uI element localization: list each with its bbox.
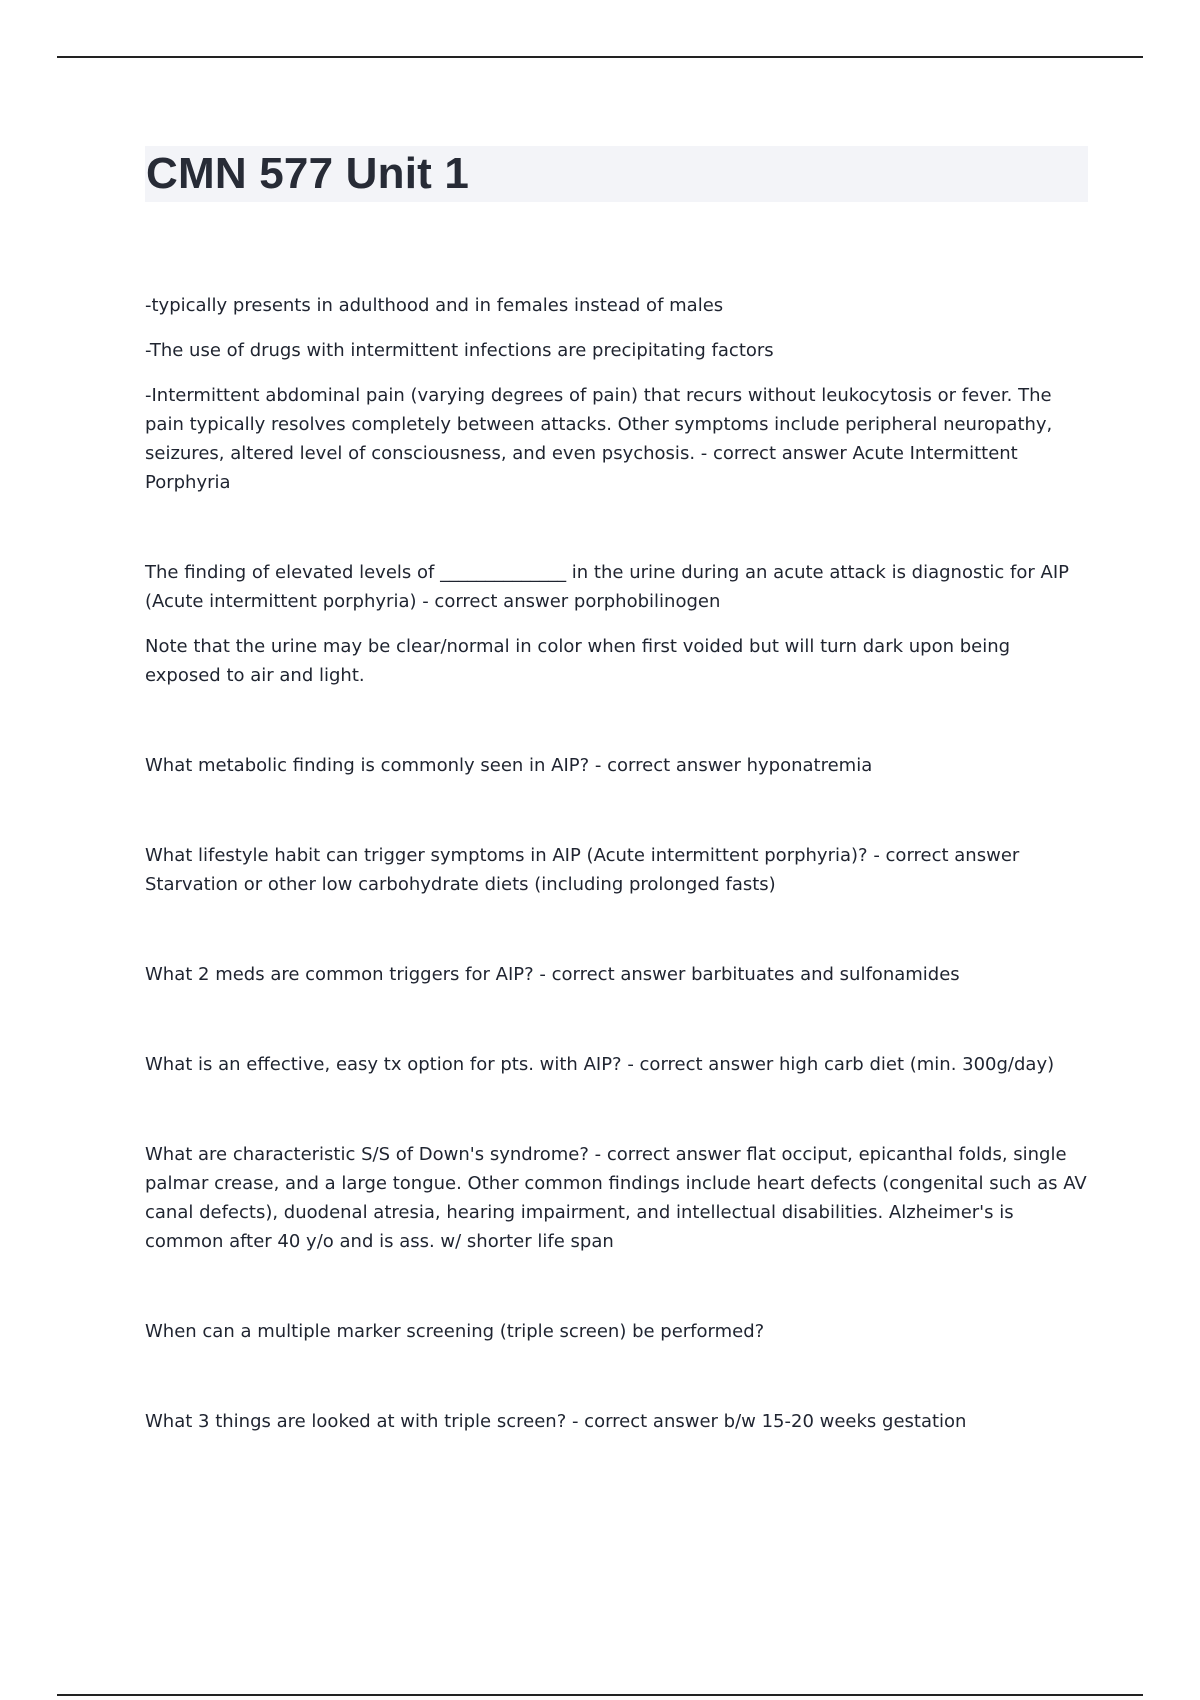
paragraph-lifestyle-trigger: What lifestyle habit can trigger symptoms in AIP (Acute intermittent porphyria)? - correct answer Starvation or other low carbohydrate diets (including prolonged fasts) xyxy=(145,845,1020,895)
paragraph-aip-factors: -The use of drugs with intermittent infections are precipitating factors xyxy=(145,340,774,361)
paragraph-downs-syndrome: What are characteristic S/S of Down's syndrome? - correct answer flat occiput, epicanthal folds, single palmar crease, and a large tongue. Other common findings include heart defects (congenital such as AV canal defects), duodenal atresia, hearing impairment, and intellectual disabilities. Alzheimer's is common after 40 y/o and is ass. w/ shorter life span xyxy=(145,1144,1087,1252)
paragraph-urine-note: Note that the urine may be clear/normal in color when first voided but will turn dark upon being exposed to air and light. xyxy=(145,636,1011,686)
bottom-rule xyxy=(57,1694,1143,1696)
paragraph-aip-diagnostic: The finding of elevated levels of ______________ in the urine during an acute attack is diagnostic for AIP (Acute intermittent porphyria) - correct answer porphobilinogen xyxy=(145,562,1069,612)
paragraph-triple-screen-timing: When can a multiple marker screening (triple screen) be performed? xyxy=(145,1321,765,1342)
paragraph-triple-screen-items: What 3 things are looked at with triple screen? - correct answer b/w 15-20 weeks gestation xyxy=(145,1411,967,1432)
page-title: CMN 577 Unit 1 xyxy=(146,149,470,198)
paragraph-aip-symptoms: -Intermittent abdominal pain (varying degrees of pain) that recurs without leukocytosis or fever. The pain typically resolves completely between attacks. Other symptoms include peripheral neuropathy, seizures, altered level of consciousness, and even psychosis. - correct answer Acute Intermittent Porphyria xyxy=(145,385,1053,493)
paragraph-aip-presentation: -typically presents in adulthood and in females instead of males xyxy=(145,295,724,316)
paragraph-med-triggers: What 2 meds are common triggers for AIP? - correct answer barbituates and sulfonamides xyxy=(145,964,960,985)
paragraph-tx-option: What is an effective, easy tx option for pts. with AIP? - correct answer high carb diet (min. 300g/day) xyxy=(145,1054,1055,1075)
document-body xyxy=(145,291,1090,1436)
top-rule xyxy=(57,56,1143,58)
paragraph-metabolic-finding: What metabolic finding is commonly seen in AIP? - correct answer hyponatremia xyxy=(145,755,873,776)
